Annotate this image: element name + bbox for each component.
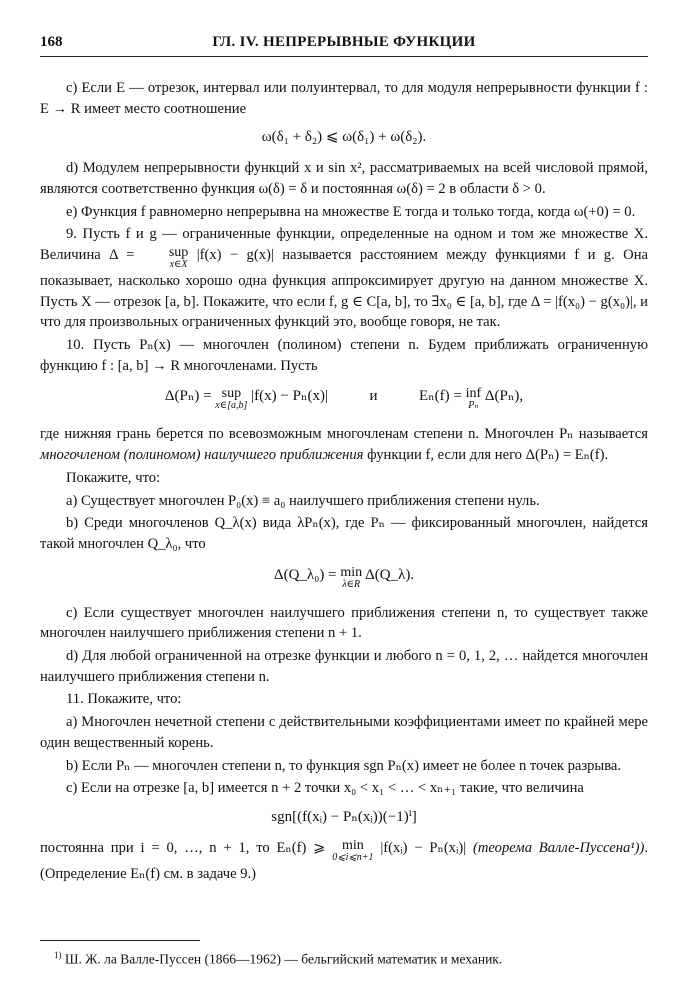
page-body	[40, 78, 648, 886]
eq-and: и	[369, 388, 378, 405]
inf-operator	[466, 388, 482, 412]
problem-9-part-b: |f(x) − g(x)| называется расстоянием между функциями f и g. Она показывает, насколько хорошо одна функция аппроксимирует другую на данном множестве X. Пусть X — отрезок [a, b]. Покажите, что если f, g ∈ C[a, b], то ∃x₀ ∈ [a, b], где Δ = |f(x₀) − g(x₀)|, и что для произвольных ограниченных функций это, вообще говоря, не так.	[40, 246, 648, 331]
problem-10-intro: 10. Пусть Pₙ(x) — многочлен (полином) степени n. Будем приближать ограниченную функцию f : [a, b] → R многочленами. Пусть	[40, 337, 648, 374]
problem-10-definition	[40, 424, 648, 465]
conclusion-part-c: . (Определение Eₙ(f) см. в задаче 9.)	[40, 839, 648, 882]
problem-11c: c) Если на отрезке [a, b] имеется n + 2 точки x₀ < x₁ < … < xₙ₊₁ такие, что величина	[66, 780, 584, 797]
running-header	[40, 34, 648, 54]
sup-subscript: x∈X	[169, 258, 188, 270]
eq-q-left: Δ(Q_λ₀) =	[273, 566, 337, 583]
eq-q-tail: Δ(Q_λ).	[365, 566, 415, 583]
eq-delta-mid: |f(x) − Pₙ(x)|	[251, 388, 328, 405]
page-number: 168	[40, 34, 63, 50]
chapter-title: ГЛ. IV. НЕПРЕРЫВНЫЕ ФУНКЦИИ	[212, 34, 476, 50]
problem-11c-conclusion	[40, 838, 648, 885]
problem-11a: a) Многочлен нечетной степени с действительными коэффициентами имеет по крайней мере один вещественный корень.	[40, 714, 648, 751]
equation-min-lambda	[40, 565, 648, 591]
problem-10d: d) Для любой ограниченной на отрезке функции и любого n = 0, 1, 2, … найдется многочлен наилучшего приближения степени n.	[40, 648, 648, 685]
definition-term: многочленом (полиномом) наилучшего приближения	[40, 447, 364, 464]
theorem-name: (теорема Валле-Пуссена¹))	[472, 839, 645, 856]
inf-subscript: Pₙ	[468, 400, 479, 412]
problem-11b: b) Если Pₙ — многочлен степени n, то функция sgn Pₙ(x) имеет не более n точек разрыва.	[66, 757, 622, 774]
problem-9	[40, 224, 648, 333]
footnote-text: Ш. Ж. ла Валле-Пуссен (1866—1962) — бельгийский математик и механик.	[64, 951, 503, 967]
footnote-mark: 1)	[54, 950, 62, 960]
sup-subscript-2: x∈[a,b]	[215, 400, 248, 412]
item-d: d) Модулем непрерывности функций x и sin x², рассматриваемых на всей числовой прямой, являются соответственно функция ω(δ) = δ и постоянная ω(δ) = 2 в области δ > 0.	[40, 160, 648, 197]
min-subscript: λ∈R	[342, 578, 361, 590]
eq-e-left: Eₙ(f) =	[418, 388, 462, 405]
equation-sign: sgn[(f(xᵢ) − Pₙ(xᵢ))(−1)ⁱ]	[271, 808, 417, 825]
definition-part-a: где нижняя грань берется по всевозможным многочленам степени n. Многочлен Pₙ называется	[40, 426, 648, 443]
problem-10b: b) Среди многочленов Q_λ(x) вида λPₙ(x), где Pₙ — фиксированный многочлен, найдется такой многочлен Q_λ₀, что	[40, 515, 648, 552]
item-c-intro: c) Если E — отрезок, интервал или полуинтервал, то для модуля непрерывности функции f : E → R имеет место соотношение	[40, 80, 648, 117]
problem-11: 11. Покажите, что:	[66, 691, 182, 708]
footnote	[54, 946, 648, 969]
min-subscript-2: 0⩽i⩽n+1	[332, 851, 374, 863]
sup-operator	[143, 244, 189, 271]
item-e: e) Функция f равномерно непрерывна на множестве E тогда и только тогда, когда ω(+0) = 0.	[66, 203, 636, 220]
sup-label-2: sup	[221, 386, 242, 402]
inf-label: inf	[465, 386, 482, 402]
min-operator	[340, 564, 363, 591]
eq-delta-left: Δ(Pₙ) =	[164, 388, 212, 405]
problem-9-part-a: 9. Пусть f и g — ограниченные функции, определенные на одном и том же множестве X. Величина Δ =	[40, 226, 648, 263]
show-that-10: Покажите, что:	[66, 469, 161, 486]
min-operator-2	[332, 837, 374, 864]
footnote-rule	[40, 940, 200, 941]
definition-part-b: функции f, если для него Δ(Pₙ) = Eₙ(f).	[367, 447, 609, 464]
conclusion-part-a: постоянна при i = 0, …, n + 1, то Eₙ(f) ⩾	[40, 839, 326, 856]
equation-modulus-subadditivity: ω(δ₁ + δ₂) ⩽ ω(δ₁) + ω(δ₂).	[261, 129, 427, 146]
min-label-2: min	[341, 837, 364, 853]
sup-label: sup	[168, 244, 189, 260]
equation-best-approximation	[40, 386, 648, 412]
conclusion-part-b: |f(xᵢ) − Pₙ(xᵢ)|	[380, 839, 467, 856]
problem-10c: c) Если существует многочлен наилучшего приближения степени n, то существует также многочлен наилучшего приближения степени n + 1.	[40, 604, 648, 642]
problem-10a: a) Существует многочлен P₀(x) ≡ a₀ наилучшего приближения степени нуль.	[66, 492, 540, 509]
header-rule	[40, 56, 648, 57]
min-label: min	[340, 564, 363, 580]
eq-e-tail: Δ(Pₙ),	[484, 388, 524, 405]
sup-operator-2	[215, 388, 247, 412]
